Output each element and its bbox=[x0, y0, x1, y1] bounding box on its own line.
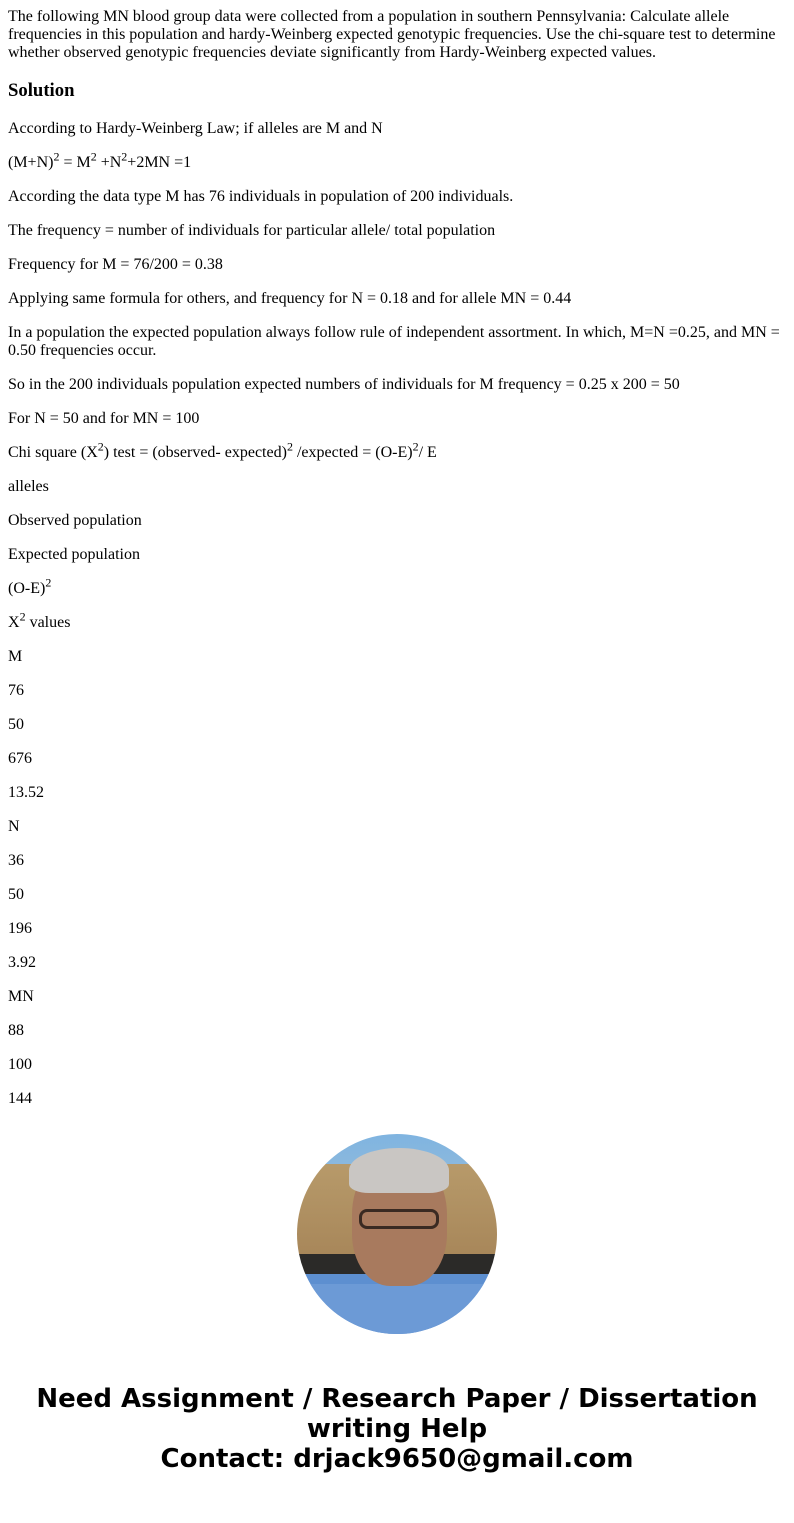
photo-container bbox=[8, 1134, 786, 1334]
eq-sup: 2 bbox=[90, 149, 97, 164]
equation bbox=[8, 149, 786, 172]
eq-part: = M bbox=[59, 154, 91, 171]
eq-sup: 2 bbox=[412, 439, 419, 454]
table-cell: 144 bbox=[8, 1090, 32, 1107]
table-cell: 676 bbox=[8, 750, 32, 767]
solution-heading: Solution bbox=[8, 80, 75, 101]
question-text: The following MN blood group data were collected from a population in southern Pennsylvania: Calculate allele frequencies in this population and hardy-Weinberg expected genotypic frequencies. Use the chi-square test to determine whether observed genotypic frequencies deviate significantly from Hardy-Weinberg expected values. bbox=[8, 8, 776, 61]
eq-sup: 2 bbox=[53, 149, 60, 164]
solution-text: The frequency = number of individuals for particular allele/ total population bbox=[8, 222, 496, 239]
banner-headline: Need Assignment / Research Paper / Dissertation writing Help bbox=[36, 1384, 758, 1444]
table-header: Expected population bbox=[8, 546, 140, 563]
banner-contact: Contact: drjack9650@gmail.com bbox=[160, 1444, 634, 1474]
table-cell: 13.52 bbox=[8, 784, 44, 801]
table-header: alleles bbox=[8, 478, 49, 495]
eq-sup: 2 bbox=[97, 439, 104, 454]
eq-sup: 2 bbox=[45, 575, 52, 590]
solution-text: In a population the expected population always follow rule of independent assortment. In which, M=N =0.25, and MN = 0.50 frequencies occur. bbox=[8, 324, 780, 359]
photo-hair bbox=[349, 1148, 449, 1193]
table-header: Observed population bbox=[8, 512, 142, 529]
eq-part: (O-E) bbox=[8, 580, 46, 597]
table-header bbox=[8, 609, 786, 632]
table-cell: 3.92 bbox=[8, 954, 36, 971]
table-cell: M bbox=[8, 648, 23, 665]
eq-part: /expected = (O-E) bbox=[292, 444, 413, 461]
solution-text: Applying same formula for others, and frequency for N = 0.18 and for allele MN = 0.44 bbox=[8, 290, 572, 307]
table-cell: 76 bbox=[8, 682, 24, 699]
contact-banner bbox=[8, 1384, 786, 1474]
table-cell: N bbox=[8, 818, 20, 835]
eq-part: +N bbox=[96, 154, 122, 171]
solution-text: For N = 50 and for MN = 100 bbox=[8, 410, 200, 427]
table-cell: 196 bbox=[8, 920, 32, 937]
solution-text: So in the 200 individuals population expected numbers of individuals for M frequency = 0.25 x 200 = 50 bbox=[8, 376, 680, 393]
eq-sup: 2 bbox=[286, 439, 293, 454]
eq-part: X bbox=[8, 614, 20, 631]
eq-part: (M+N) bbox=[8, 154, 54, 171]
eq-sup: 2 bbox=[19, 609, 26, 624]
table-cell: 100 bbox=[8, 1056, 32, 1073]
table-cell: 50 bbox=[8, 886, 24, 903]
eq-part: / E bbox=[418, 444, 437, 461]
table-header bbox=[8, 575, 786, 598]
chi-square-formula bbox=[8, 439, 786, 462]
photo-glasses bbox=[359, 1209, 439, 1229]
table-cells bbox=[8, 648, 786, 1108]
photo-shirt bbox=[297, 1284, 497, 1334]
solution-text: According the data type M has 76 individuals in population of 200 individuals. bbox=[8, 188, 514, 205]
solution-text: According to Hardy-Weinberg Law; if alleles are M and N bbox=[8, 120, 383, 137]
author-photo bbox=[297, 1134, 497, 1334]
table-cell: 88 bbox=[8, 1022, 24, 1039]
eq-part: ) test = (observed- expected) bbox=[103, 444, 287, 461]
eq-part: +2MN =1 bbox=[127, 154, 192, 171]
eq-sup: 2 bbox=[121, 149, 128, 164]
table-cell: 50 bbox=[8, 716, 24, 733]
solution-text: Frequency for M = 76/200 = 0.38 bbox=[8, 256, 223, 273]
eq-part: values bbox=[25, 614, 71, 631]
eq-part: Chi square (X bbox=[8, 444, 98, 461]
table-cell: 36 bbox=[8, 852, 24, 869]
table-cell: MN bbox=[8, 988, 34, 1005]
